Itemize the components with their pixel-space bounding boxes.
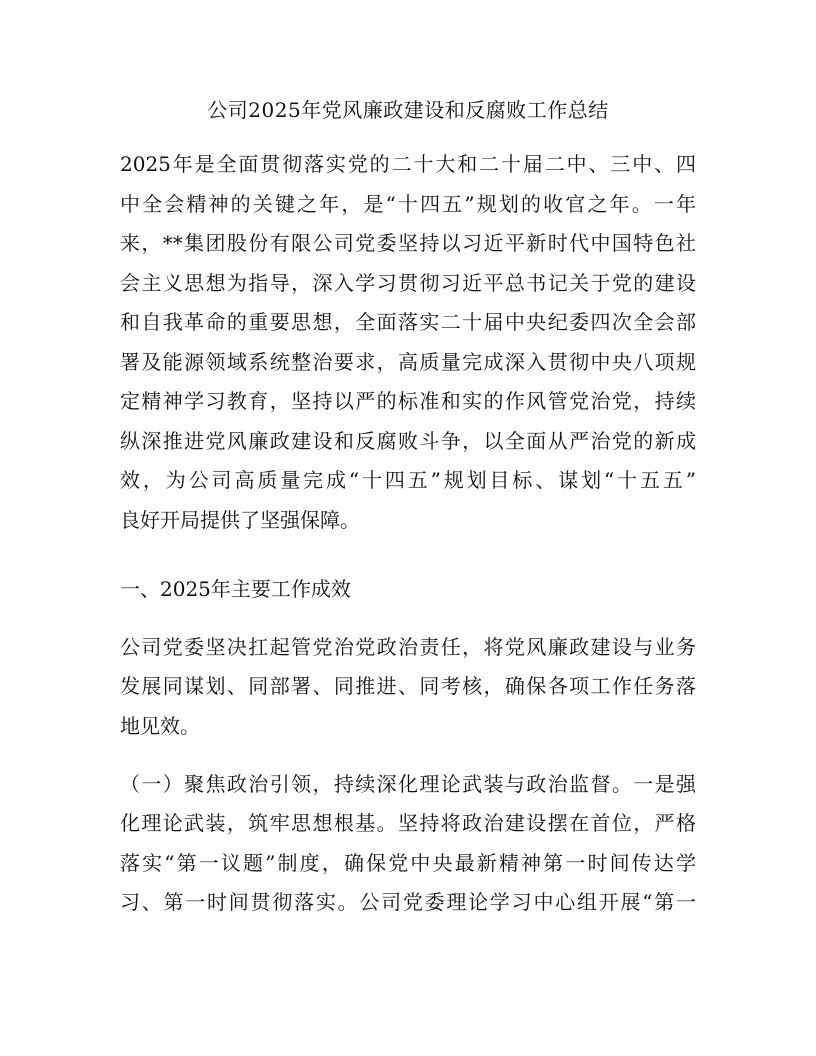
intro-line: 2025年是全面贯彻落实党的二十大和二十届二中、三中、四 bbox=[120, 152, 696, 176]
section-heading: 一、2025年主要工作成效 bbox=[120, 577, 351, 601]
intro-line: 署及能源领域系统整治要求，高质量完成深入贯彻中央八项规 bbox=[120, 350, 696, 374]
section-line: 发展同谋划、同部署、同推进、同考核，确保各项工作任务落 bbox=[120, 674, 696, 698]
intro-line: 会主义思想为指导，深入学习贯彻习近平总书记关于党的建设 bbox=[120, 271, 696, 295]
intro-line: 效，为公司高质量完成“十四五”规划目标、谋划“十五五” bbox=[120, 468, 696, 492]
subsection-line: （一）聚焦政治引领，持续深化理论武装与政治监督。一是强 bbox=[120, 772, 696, 796]
intro-line: 纵深推进党风廉政建设和反腐败斗争，以全面从严治党的新成 bbox=[120, 429, 696, 453]
intro-line: 中全会精神的关键之年，是“十四五”规划的收官之年。一年 bbox=[120, 192, 696, 216]
intro-line: 定精神学习教育，坚持以严的标准和实的作风管党治党，持续 bbox=[120, 389, 696, 413]
subsection-line: 习、第一时间贯彻落实。公司党委理论学习中心组开展“第一 bbox=[120, 890, 696, 914]
document-title: 公司2025年党风廉政建设和反腐败工作总结 bbox=[207, 98, 609, 122]
intro-line: 和自我革命的重要思想，全面落实二十届中央纪委四次全会部 bbox=[120, 310, 696, 334]
subsection-line: 落实“第一议题”制度，确保党中央最新精神第一时间传达学 bbox=[120, 851, 696, 875]
section-line: 地见效。 bbox=[120, 714, 200, 738]
intro-line: 良好开局提供了坚强保障。 bbox=[120, 508, 360, 532]
intro-line: 来，**集团股份有限公司党委坚持以习近平新时代中国特色社 bbox=[120, 231, 696, 255]
section-line: 公司党委坚决扛起管党治党政治责任，将党风廉政建设与业务 bbox=[120, 635, 696, 659]
subsection-line: 化理论武装，筑牢思想根基。坚持将政治建设摆在首位，严格 bbox=[120, 811, 696, 835]
